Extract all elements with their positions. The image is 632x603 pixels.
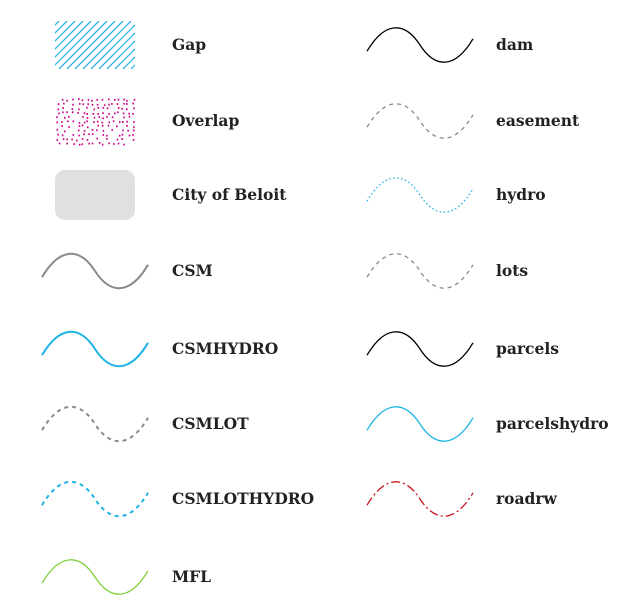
csmlot-line-swatch: [40, 398, 150, 450]
overlap-dot-swatch: [40, 95, 150, 147]
legend-label-gap: Gap: [172, 35, 207, 54]
hydro-line-swatch: [365, 169, 475, 221]
legend-label-mfl: MFL: [172, 567, 212, 586]
legend-label-csm: CSM: [172, 261, 213, 280]
gap-hatch-swatch: [40, 19, 150, 71]
csmlothydro-line-swatch: [40, 473, 150, 525]
parcels-line-swatch: [365, 323, 475, 375]
legend-label-roadrw: roadrw: [496, 489, 557, 508]
legend-label-csmlothydro: CSMLOTHYDRO: [172, 489, 315, 508]
legend-label-parcelshydro: parcelshydro: [496, 414, 609, 433]
city-of-beloit-fill-swatch: [40, 169, 150, 221]
legend-label-lots: lots: [496, 261, 529, 280]
csmhydro-line-swatch: [40, 323, 150, 375]
easement-line-swatch: [365, 95, 475, 147]
dam-line-swatch: [365, 19, 475, 71]
roadrw-line-swatch: [365, 473, 475, 525]
legend-label-easement: easement: [496, 111, 580, 130]
legend-label-overlap: Overlap: [172, 111, 240, 130]
legend-label-hydro: hydro: [496, 185, 546, 204]
mfl-line-swatch: [40, 551, 150, 603]
legend-label-parcels: parcels: [496, 339, 559, 358]
legend-label-city-of-beloit: City of Beloit: [172, 185, 287, 204]
legend-label-dam: dam: [496, 35, 534, 54]
legend-label-csmhydro: CSMHYDRO: [172, 339, 279, 358]
parcelshydro-line-swatch: [365, 398, 475, 450]
csm-line-swatch: [40, 245, 150, 297]
legend-label-csmlot: CSMLOT: [172, 414, 249, 433]
lots-line-swatch: [365, 245, 475, 297]
